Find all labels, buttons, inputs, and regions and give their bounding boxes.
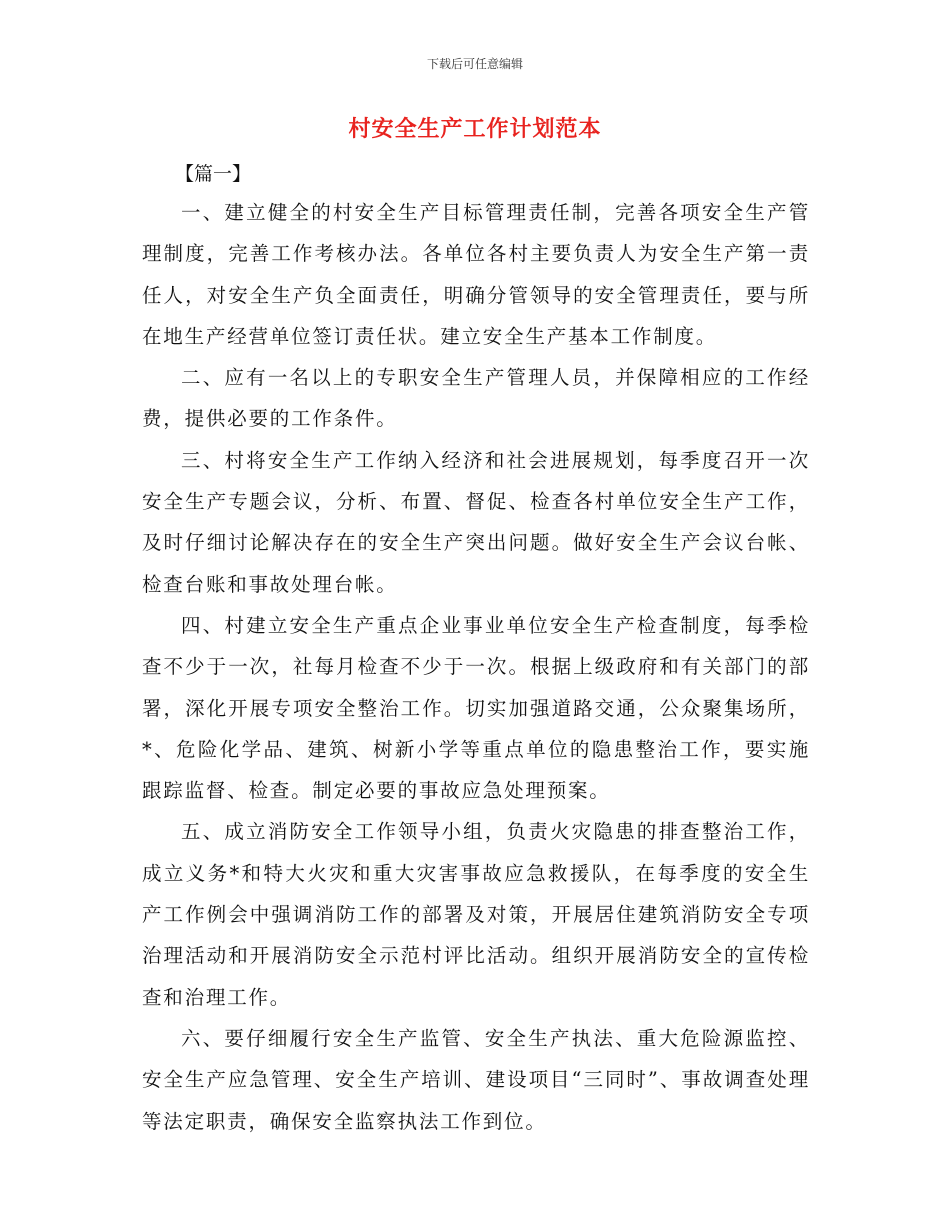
- paragraph-1: 一、建立健全的村安全生产目标管理责任制，完善各项安全生产管理制度，完善工作考核办法。各单位各村主要负责人为安全生产第一责任人，对安全生产负全面责任，明确分管领导的安全管理责任，要与所在地生产经营单位签订责任状。建立安全生产基本工作制度。: [142, 201, 810, 348]
- section-label: 【篇一】: [175, 163, 252, 185]
- paragraph-3: 三、村将安全生产工作纳入经济和社会进展规划，每季度召开一次安全生产专题会议，分析、布置、督促、检查各村单位安全生产工作，及时仔细讨论解决存在的安全生产突出问题。做好安全生产会议台帐、检查台账和事故处理台帐。: [142, 448, 810, 596]
- paragraph-6: 六、要仔细履行安全生产监管、安全生产执法、重大危险源监控、安全生产应急管理、安全生产培训、建设项目“三同时”、事故调查处理等法定职责，确保安全监察执法工作到位。: [142, 1026, 810, 1133]
- paragraph-4: 四、村建立安全生产重点企业事业单位安全生产检查制度，每季检查不少于一次，社每月检查不少于一次。根据上级政府和有关部门的部署，深化开展专项安全整治工作。切实加强道路交通，公众聚集场所，*、危险化学品、建筑、树新小学等重点单位的隐患整治工作，要实施跟踪监督、检查。制定必要的事故应急处理预案。: [142, 613, 810, 803]
- header-note: 下载后可任意编辑: [426, 57, 523, 71]
- paragraph-2: 二、应有一名以上的专职安全生产管理人员，并保障相应的工作经费，提供必要的工作条件。: [142, 366, 810, 431]
- page-title: 村安全生产工作计划范本: [348, 116, 602, 142]
- document-body: [142, 192, 810, 1142]
- paragraph-5: 五、成立消防安全工作领导小组，负责火灾隐患的排查整治工作，成立义务*和特大火灾和重大灾害事故应急救援队，在每季度的安全生产工作例会中强调消防工作的部署及对策，开展居住建筑消防安全专项治理活动和开展消防安全示范村评比活动。组织开展消防安全的宣传检查和治理工作。: [142, 820, 810, 1009]
